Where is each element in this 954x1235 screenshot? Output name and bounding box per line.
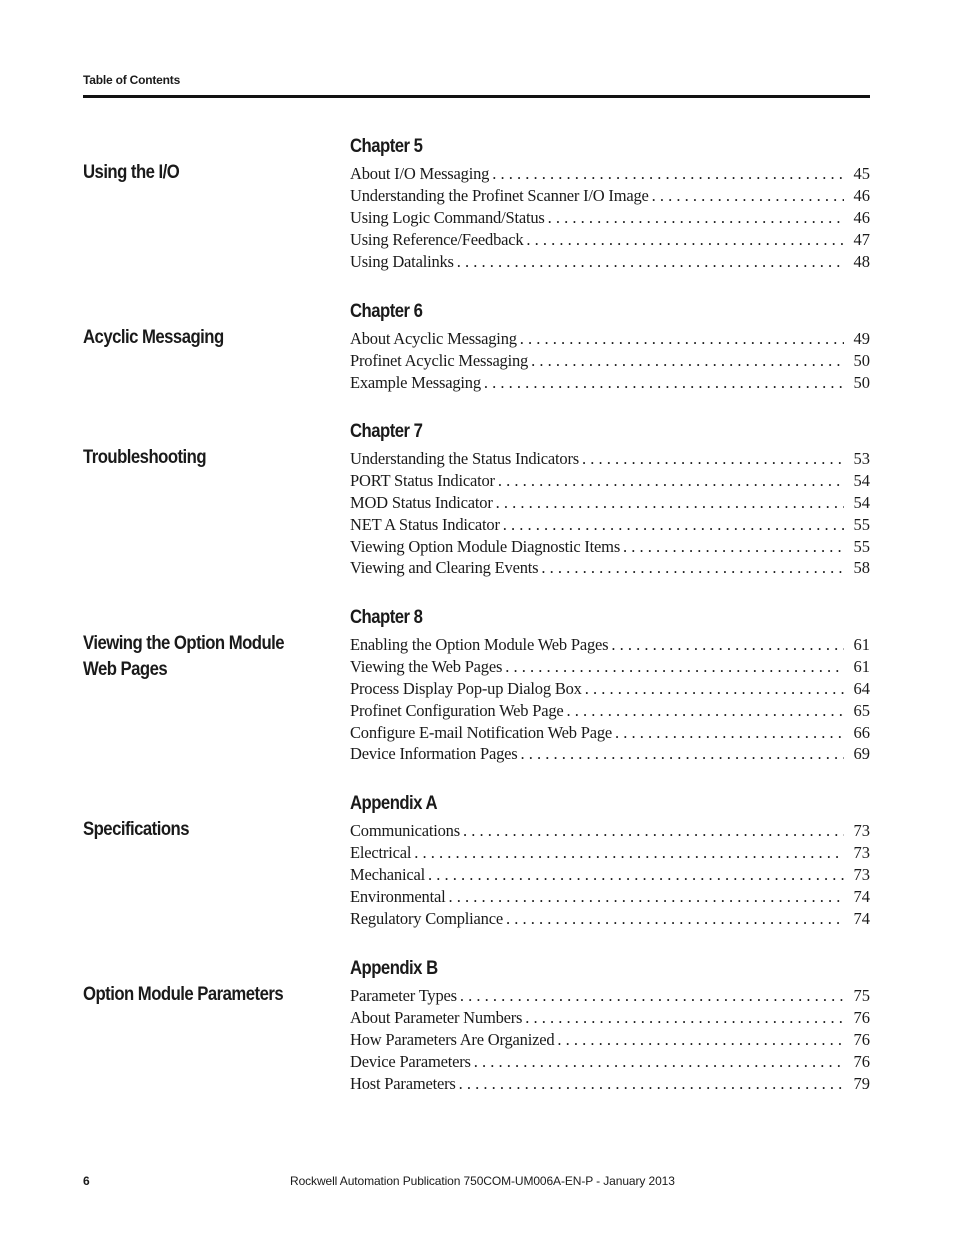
dot-leader <box>493 492 844 514</box>
toc-entry-title: Profinet Acyclic Messaging <box>350 350 529 370</box>
toc-entry[interactable] <box>350 448 870 470</box>
toc-entry-page: 76 <box>853 1007 870 1027</box>
toc-entry-title: About I/O Messaging <box>350 164 490 183</box>
toc-entry-title: Understanding the Profinet Scanner I/O Image <box>350 185 649 205</box>
section-title-line: Troubleshooting <box>83 447 207 468</box>
toc-entry-title: Example Messaging <box>350 372 481 392</box>
toc-entry-page: 46 <box>853 185 870 205</box>
toc-entry-page: 73 <box>853 842 870 862</box>
toc-entry-page: 61 <box>853 635 870 654</box>
toc-entry[interactable] <box>350 514 870 536</box>
footer-publication: Rockwell Automation Publication 750COM-UM006A-EN-P - January 2013 <box>290 1174 675 1188</box>
toc-entry-list <box>350 328 870 394</box>
toc-entry-list <box>350 634 870 765</box>
section-title-line: Acyclic Messaging <box>83 327 224 348</box>
section-title-line: Using the I/O <box>83 162 180 183</box>
toc-entry-page: 50 <box>853 372 870 392</box>
dot-leader <box>554 1029 844 1051</box>
toc-entry-page: 73 <box>853 864 870 884</box>
toc-entry-title: Understanding the Status Indicators <box>350 449 579 468</box>
toc-entry-page: 49 <box>853 329 870 348</box>
toc-entry[interactable] <box>350 743 870 765</box>
dot-leader <box>522 1007 844 1029</box>
toc-entry[interactable] <box>350 1029 870 1051</box>
dot-leader <box>457 985 844 1007</box>
toc-entry-page: 54 <box>853 492 870 512</box>
dot-leader <box>489 163 844 185</box>
toc-entry-title: How Parameters Are Organized <box>350 1029 555 1049</box>
dot-leader <box>495 470 844 492</box>
toc-entry[interactable] <box>350 842 870 864</box>
toc-entry-title: PORT Status Indicator <box>350 470 495 490</box>
toc-entry-page: 76 <box>853 1051 870 1071</box>
toc-entry-title: Using Logic Command/Status <box>350 207 545 227</box>
header-rule <box>83 95 870 98</box>
dot-leader <box>517 743 844 765</box>
toc-entry-title: About Parameter Numbers <box>350 1007 523 1027</box>
section-title <box>83 445 303 471</box>
dot-leader <box>411 842 844 864</box>
dot-leader <box>620 536 844 558</box>
toc-entry-list <box>350 820 870 929</box>
toc-entry-title: Viewing and Clearing Events <box>350 558 539 578</box>
toc-entry[interactable] <box>350 350 870 372</box>
toc-entry-page: 79 <box>853 1073 870 1093</box>
toc-entry[interactable] <box>350 1007 870 1029</box>
dot-leader <box>523 229 844 251</box>
toc-entry-list <box>350 163 870 272</box>
toc-entry-page: 54 <box>853 470 870 490</box>
toc-entry[interactable] <box>350 470 870 492</box>
toc-entry-page: 64 <box>853 678 870 698</box>
toc-entry-page: 58 <box>853 558 870 578</box>
toc-entry-title: Regulatory Compliance <box>350 908 503 928</box>
toc-entry[interactable] <box>350 886 870 908</box>
toc-entry[interactable] <box>350 328 870 350</box>
toc-entry-title: Configure E-mail Notification Web Page <box>350 722 613 742</box>
toc-entry[interactable] <box>350 722 870 744</box>
dot-leader <box>528 350 844 372</box>
toc-entry-page: 74 <box>853 908 870 928</box>
chapter-label: Appendix A <box>350 793 437 814</box>
dot-leader <box>564 700 844 722</box>
toc-entry-title: MOD Status Indicator <box>350 492 493 512</box>
toc-entry-title: Using Reference/Feedback <box>350 229 524 249</box>
toc-entry-page: 55 <box>853 514 870 534</box>
toc-entry[interactable] <box>350 492 870 514</box>
dot-leader <box>481 372 844 394</box>
toc-entry-title: Using Datalinks <box>350 251 454 271</box>
toc-entry-title: Enabling the Option Module Web Pages <box>350 635 609 654</box>
chapter-label: Chapter 6 <box>350 301 423 322</box>
dot-leader <box>582 678 844 700</box>
chapter-label: Chapter 5 <box>350 136 423 157</box>
toc-entry[interactable] <box>350 908 870 930</box>
section-title <box>83 325 303 351</box>
toc-entry-page: 45 <box>853 164 870 183</box>
running-head: Table of Contents <box>83 73 181 87</box>
section-title-line: Web Pages <box>83 659 168 680</box>
footer-page-number: 6 <box>83 1174 90 1188</box>
toc-entry-page: 53 <box>853 449 870 468</box>
toc-entry-page: 74 <box>853 886 870 906</box>
toc-entry-page: 50 <box>853 350 870 370</box>
toc-entry[interactable] <box>350 185 870 207</box>
toc-entry[interactable] <box>350 251 870 273</box>
toc-entry[interactable] <box>350 207 870 229</box>
dot-leader <box>503 908 844 930</box>
dot-leader <box>425 864 844 886</box>
toc-entry-title: Profinet Configuration Web Page <box>350 700 564 720</box>
dot-leader <box>612 722 844 744</box>
section-title <box>83 160 303 186</box>
section-title <box>83 631 303 683</box>
toc-entry-page: 69 <box>853 744 870 764</box>
toc-entry-title: Viewing Option Module Diagnostic Items <box>350 536 621 556</box>
section-title-line: Viewing the Option Module <box>83 633 285 654</box>
toc-entry[interactable] <box>350 1051 870 1073</box>
toc-entry[interactable] <box>350 985 870 1007</box>
dot-leader <box>579 448 844 470</box>
toc-entry-page: 47 <box>853 229 870 249</box>
dot-leader <box>471 1051 844 1073</box>
section-title-line: Option Module Parameters <box>83 984 284 1005</box>
section-title <box>83 817 303 843</box>
toc-entry-page: 46 <box>853 207 870 227</box>
chapter-label: Chapter 8 <box>350 607 423 628</box>
toc-entry-title: Device Parameters <box>350 1051 471 1071</box>
chapter-label: Chapter 7 <box>350 421 423 442</box>
toc-entry[interactable] <box>350 656 870 678</box>
toc-entry-page: 65 <box>853 700 870 720</box>
toc-entry-title: Device Information Pages <box>350 744 518 764</box>
dot-leader <box>517 328 844 350</box>
dot-leader <box>608 634 844 656</box>
toc-entry-title: Mechanical <box>350 864 425 884</box>
toc-entry[interactable] <box>350 372 870 394</box>
toc-entry[interactable] <box>350 700 870 722</box>
toc-entry-title: Electrical <box>350 842 412 862</box>
toc-entry-title: Host Parameters <box>350 1073 456 1093</box>
dot-leader <box>502 656 844 678</box>
section-title-line: Specifications <box>83 819 189 840</box>
toc-entry[interactable] <box>350 820 870 842</box>
toc-entry[interactable] <box>350 163 870 185</box>
section-title <box>83 982 303 1008</box>
toc-entry[interactable] <box>350 634 870 656</box>
dot-leader <box>454 251 844 273</box>
toc-entry[interactable] <box>350 864 870 886</box>
toc-entry[interactable] <box>350 678 870 700</box>
toc-entry[interactable] <box>350 557 870 579</box>
toc-entry-title: Communications <box>350 821 460 840</box>
dot-leader <box>545 207 844 229</box>
chapter-label: Appendix B <box>350 958 438 979</box>
toc-entry-title: NET A Status Indicator <box>350 514 500 534</box>
toc-entry-title: Environmental <box>350 886 446 906</box>
toc-entry-list <box>350 448 870 579</box>
toc-entry-title: Parameter Types <box>350 986 457 1005</box>
toc-entry-page: 66 <box>853 722 870 742</box>
toc-entry-page: 55 <box>853 536 870 556</box>
toc-entry-title: About Acyclic Messaging <box>350 329 517 348</box>
toc-entry-page: 75 <box>853 986 870 1005</box>
toc-entry[interactable] <box>350 229 870 251</box>
dot-leader <box>456 1073 844 1095</box>
toc-entry-list <box>350 985 870 1094</box>
toc-entry-page: 73 <box>853 821 870 840</box>
toc-entry-page: 76 <box>853 1029 870 1049</box>
dot-leader <box>445 886 844 908</box>
toc-entry-title: Process Display Pop-up Dialog Box <box>350 678 582 698</box>
dot-leader <box>538 557 844 579</box>
toc-entry[interactable] <box>350 1073 870 1095</box>
dot-leader <box>460 820 844 842</box>
dot-leader <box>649 185 844 207</box>
toc-entry-page: 61 <box>853 656 870 676</box>
toc-entry-title: Viewing the Web Pages <box>350 656 503 676</box>
toc-entry-page: 48 <box>853 251 870 271</box>
toc-entry[interactable] <box>350 536 870 558</box>
dot-leader <box>500 514 844 536</box>
